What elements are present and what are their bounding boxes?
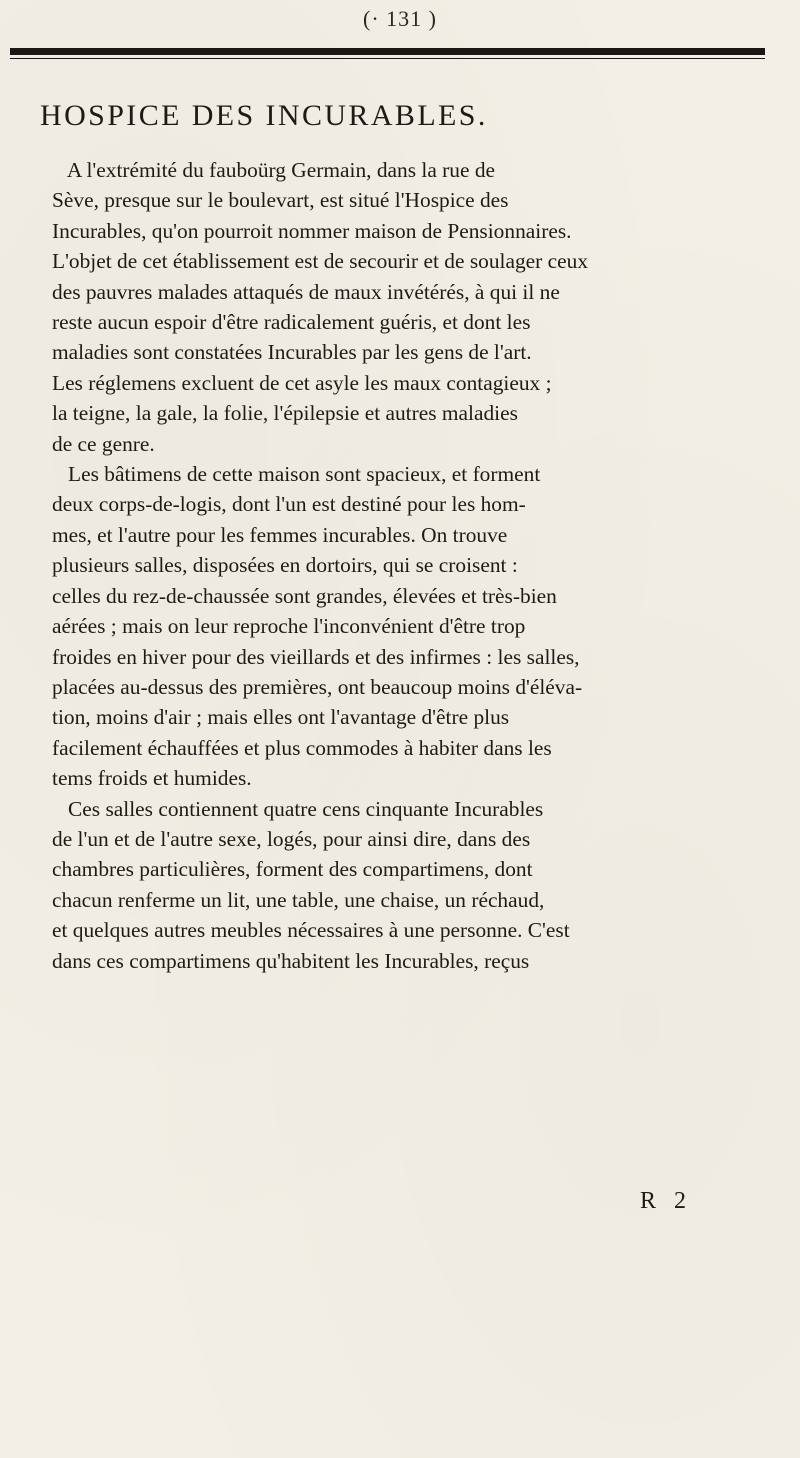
text-line: de l'un et de l'autre sexe, logés, pour ainsi dire, dans des	[52, 826, 531, 851]
paragraph-1	[52, 155, 767, 459]
text-line: et quelques autres meubles nécessaires à une personne. C'est	[52, 918, 570, 943]
text-line: reste aucun espoir d'être radicalement guéris, et dont les	[52, 310, 531, 335]
signature-mark: R 2	[640, 1188, 693, 1214]
header-rule-thick	[10, 48, 765, 55]
text-line: mes, et l'autre pour les femmes incurables. On trouve	[52, 522, 508, 547]
paragraph-3	[52, 794, 767, 976]
text-line: facilement échauffées et plus commodes à habiter dans les	[52, 735, 552, 760]
text-line: placées au-dessus des premières, ont beaucoup moins d'éléva-	[52, 674, 583, 699]
text-line: L'objet de cet établissement est de secourir et de soulager ceux	[52, 249, 589, 274]
text-line: Ces salles contiennent quatre cens cinquante Incurables	[52, 796, 544, 821]
text-line: Incurables, qu'on pourroit nommer maison de Pensionnaires.	[52, 218, 572, 243]
text-line: celles du rez-de-chaussée sont grandes, élevées et très-bien	[52, 583, 557, 608]
section-heading: HOSPICE DES INCURABLES.	[40, 99, 488, 132]
text-line: chacun renferme un lit, une table, une chaise, un réchaud,	[52, 887, 545, 912]
text-line: Les réglemens excluent de cet asyle les maux contagieux ;	[52, 370, 552, 395]
text-line: aérées ; mais on leur reproche l'inconvénient d'être trop	[52, 614, 526, 639]
text-line: A l'extrémité du fauboürg Germain, dans la rue de	[52, 158, 496, 182]
text-line: des pauvres malades attaqués de maux invétérés, à qui il ne	[52, 279, 560, 304]
text-line: tion, moins d'air ; mais elles ont l'avantage d'être plus	[52, 705, 510, 730]
text-line: Sève, presque sur le boulevart, est situé l'Hospice des	[52, 188, 509, 213]
text-line: de ce genre.	[52, 431, 155, 456]
paragraph-2	[52, 459, 767, 793]
header-rule-thin	[10, 58, 765, 59]
text-line: chambres particulières, forment des compartimens, dont	[52, 857, 533, 882]
text-line: dans ces compartimens qu'habitent les Incurables, reçus	[52, 948, 530, 973]
text-line: la teigne, la gale, la folie, l'épilepsie et autres maladies	[52, 401, 518, 426]
page-number: (· 131 )	[363, 6, 437, 31]
text-line: tems froids et humides.	[52, 766, 252, 791]
text-line: maladies sont constatées Incurables par les gens de l'art.	[52, 340, 532, 365]
text-line: Les bâtimens de cette maison sont spacieux, et forment	[52, 462, 541, 487]
body-text	[52, 155, 767, 976]
text-line: deux corps-de-logis, dont l'un est destiné pour les hom-	[52, 492, 526, 517]
text-line: froides en hiver pour des vieillards et des infirmes : les salles,	[52, 644, 580, 669]
text-line: plusieurs salles, disposées en dortoirs, qui se croisent :	[52, 553, 518, 578]
